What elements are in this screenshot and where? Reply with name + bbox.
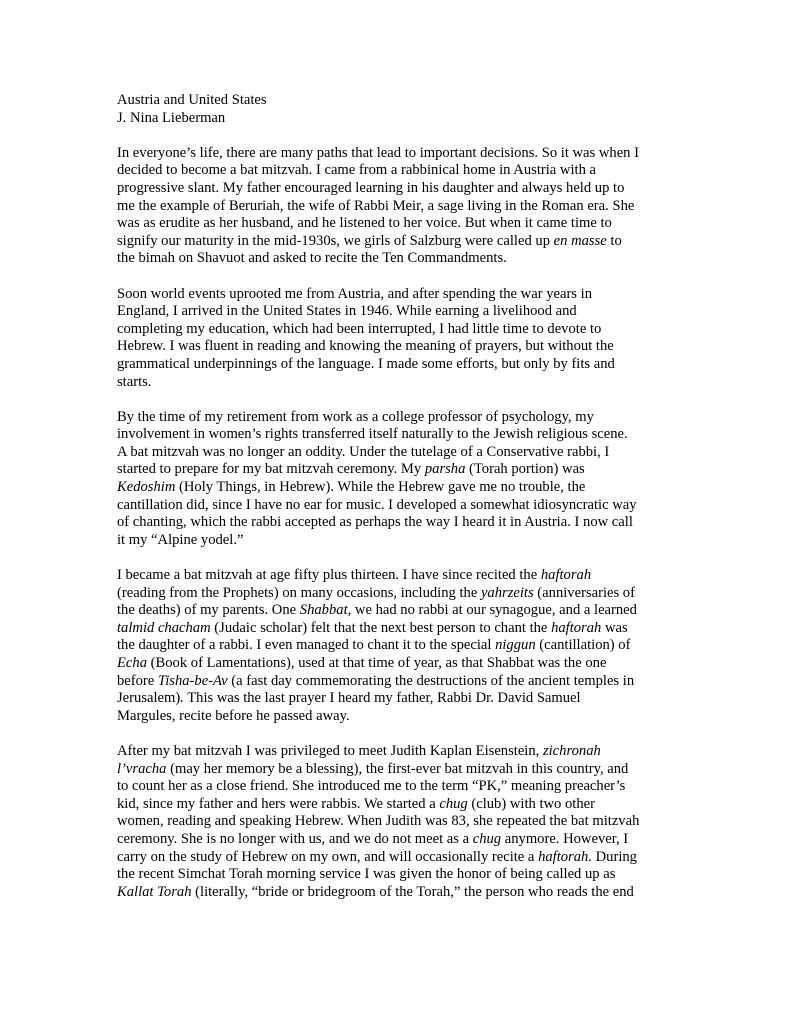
- text-line: [117, 180, 677, 198]
- text-line: [117, 514, 677, 532]
- text-run: it my “Alpine yodel.”: [117, 531, 244, 548]
- text-line: [117, 461, 677, 479]
- text-line: [117, 198, 677, 216]
- text-run: carry on the study of Hebrew on my own, and will occasionally recite a: [117, 848, 539, 865]
- text-line: [117, 532, 677, 550]
- text-run: completing my education, which had been interrupted, I had little time to devote to: [117, 320, 602, 337]
- document-body: [117, 92, 677, 901]
- text-line: [117, 567, 677, 585]
- paragraph-gap: [117, 391, 677, 409]
- text-run: During: [591, 848, 637, 865]
- text-run: (anniversaries of: [533, 584, 635, 601]
- text-line: [117, 673, 677, 691]
- text-run: (Torah portion) was: [465, 461, 585, 478]
- text-run: the first-ever bat mitzvah in this country, and: [362, 760, 629, 777]
- italic-term: Echa: [117, 655, 147, 671]
- text-line: [117, 708, 677, 726]
- paragraph-gap: [117, 725, 677, 743]
- italic-term: Tisha-be-Av: [157, 672, 228, 689]
- italic-term: ,: [290, 655, 295, 671]
- text-run: (club) with two other: [467, 795, 595, 812]
- paragraphs-container: [117, 145, 677, 902]
- text-line: [117, 602, 677, 620]
- text-run: (literally, “bride or bridegroom of the Torah,” the person who reads the end: [191, 883, 634, 900]
- text-line: [117, 796, 677, 814]
- text-line: [117, 743, 677, 761]
- text-run: decided to become a bat mitzvah. I came from a rabbinical home in Austria with a: [117, 162, 596, 179]
- text-run: to: [606, 232, 622, 249]
- paragraph-gap: [117, 549, 677, 567]
- italic-term: yahrzeits: [480, 584, 534, 601]
- text-line: [117, 831, 677, 849]
- text-run: women, reading and speaking Hebrew. When Judith was 83, she repeated the bat mitzvah: [117, 813, 640, 830]
- text-run: me the example of Beruriah, the wife of Rabbi Meir, a sage living in the Roman era. She: [117, 197, 635, 214]
- italic-term: Shabbat,: [299, 602, 352, 619]
- text-run: (a fast day commemorating the destructions of the ancient temples in: [227, 672, 635, 689]
- text-line: [117, 866, 677, 884]
- text-line: [117, 409, 677, 427]
- text-line: [117, 145, 677, 163]
- text-run: A bat mitzvah was no longer an oddity. Under the tutelage of a Conservative rabbi, I: [117, 443, 610, 460]
- text-run: I became a bat mitzvah at age fifty plus thirteen. I have since recited the: [117, 567, 541, 584]
- paragraph: [117, 409, 677, 550]
- italic-term: .: [180, 690, 184, 707]
- section-gap: [117, 127, 677, 145]
- text-run: before: [117, 672, 158, 689]
- text-line: [117, 813, 677, 831]
- italic-term: Kallat Torah: [117, 883, 192, 900]
- italic-term: parsha: [424, 461, 466, 478]
- text-line: [117, 778, 677, 796]
- text-run: the daughter of a rabbi. I even managed to chant it to the special: [117, 637, 496, 654]
- text-run: (may her memory be a blessing): [166, 760, 359, 777]
- text-run: (Holy Things, in Hebrew). While the Hebrew gave me no trouble, the: [175, 479, 586, 496]
- text-line: [117, 215, 677, 233]
- text-line: [117, 761, 677, 779]
- text-line: [117, 286, 677, 304]
- text-line: [117, 849, 677, 867]
- text-run: was as erudite as her husband, and he listened to her voice. But when it came time to: [117, 215, 612, 232]
- text-line: [117, 585, 677, 603]
- text-run: Soon world events uprooted me from Austria, and after spending the war years in: [117, 285, 592, 302]
- text-run: By the time of my retirement from work as a college professor of psychology, my: [117, 408, 594, 425]
- italic-term: zichronah: [542, 742, 601, 759]
- paragraph: [117, 743, 677, 901]
- text-run: (cantillation) of: [535, 637, 631, 654]
- paragraph: [117, 145, 677, 268]
- text-run: ceremony. She is no longer with us, and we do not meet as a: [117, 830, 473, 847]
- text-run: (reading from the Prophets) on many occasions, including the: [117, 584, 481, 601]
- text-line: [117, 356, 677, 374]
- text-run: the bimah on Shavuot and asked to recite the Ten Commandments.: [117, 250, 507, 267]
- paragraph: [117, 286, 677, 392]
- text-run: cantillation did, since I have no ear for music. I developed a somewhat idiosyncratic way: [117, 496, 637, 513]
- text-run: This was the last prayer I heard my father, Rabbi Dr. David Samuel: [183, 690, 581, 707]
- text-run: started to prepare for my bat mitzvah ceremony. My: [117, 461, 425, 478]
- text-run: was: [601, 619, 628, 636]
- text-run: used at that time of year, as that Shabbat was the one: [294, 655, 607, 671]
- text-line: [117, 637, 677, 655]
- text-run: to count her as a close friend. She introduced me to the term “PK,” meaning preacher’s: [117, 778, 626, 795]
- text-line: [117, 690, 677, 708]
- text-line: [117, 374, 677, 392]
- text-run: In everyone’s life, there are many paths that lead to important decisions. So it was when I: [117, 144, 639, 161]
- italic-term: chug: [439, 795, 468, 812]
- italic-term: ,: [358, 760, 363, 777]
- text-run: (Judaic scholar) felt that the next best person to chant the: [210, 619, 552, 636]
- text-run: signify our maturity in the mid-1930s, we girls of Salzburg were called up: [117, 232, 554, 249]
- text-line: [117, 338, 677, 356]
- paragraph-gap: [117, 268, 677, 286]
- text-line: [117, 321, 677, 339]
- text-run: anymore. However, I: [501, 830, 629, 847]
- text-run: involvement in women’s rights transferred itself naturally to the Jewish religious scene.: [117, 426, 628, 443]
- document-location: Austria and United States: [117, 92, 267, 108]
- italic-term: niggun: [495, 637, 536, 654]
- text-run: kid, since my father and hers were rabbis. We started a: [117, 795, 440, 812]
- italic-term: talmid chacham: [117, 619, 211, 636]
- text-run: England, I arrived in the United States in 1946. While earning a livelihood and: [117, 303, 577, 320]
- text-run: After my bat mitzvah I was privileged to meet Judith Kaplan Eisenstein,: [117, 742, 543, 759]
- italic-term: chug: [472, 830, 502, 847]
- italic-term: en masse: [553, 232, 607, 249]
- paragraph: [117, 567, 677, 725]
- text-line: [117, 655, 677, 673]
- italic-term: Kedoshim: [117, 479, 176, 496]
- text-line: [117, 479, 677, 497]
- text-line: [117, 884, 677, 902]
- text-run: grammatical underpinnings of the language. I made some efforts, but only by fits and: [117, 355, 615, 372]
- text-line: [117, 303, 677, 321]
- text-run: Hebrew. I was fluent in reading and knowing the meaning of prayers, but without the: [117, 338, 614, 355]
- text-run: of chanting, which the rabbi accepted as perhaps the way I heard it in Austria. I now call: [117, 514, 633, 531]
- text-line: [117, 162, 677, 180]
- text-run: the recent Simchat Torah morning service I was given the honor of being called up as: [117, 866, 616, 883]
- text-run: Jerusalem): [117, 690, 181, 707]
- italic-term: haftorah.: [538, 848, 592, 865]
- text-line: [117, 497, 677, 515]
- text-run: (Book of Lamentations): [147, 655, 291, 671]
- text-run: progressive slant. My father encouraged learning in his daughter and always held up to: [117, 179, 625, 196]
- text-line: [117, 426, 677, 444]
- text-run: Margules, recite before he passed away.: [117, 707, 350, 724]
- text-run: starts.: [117, 373, 152, 390]
- text-line: [117, 250, 677, 268]
- text-line: [117, 444, 677, 462]
- text-line: [117, 233, 677, 251]
- text-line: [117, 620, 677, 638]
- italic-term: haftorah: [540, 567, 592, 584]
- document-author: J. Nina Lieberman: [117, 109, 226, 126]
- text-run: we had no rabbi at our synagogue, and a learned: [351, 602, 637, 619]
- italic-term: l’vracha: [117, 760, 167, 777]
- italic-term: haftorah: [551, 619, 602, 636]
- text-run: the deaths) of my parents. One: [117, 602, 300, 619]
